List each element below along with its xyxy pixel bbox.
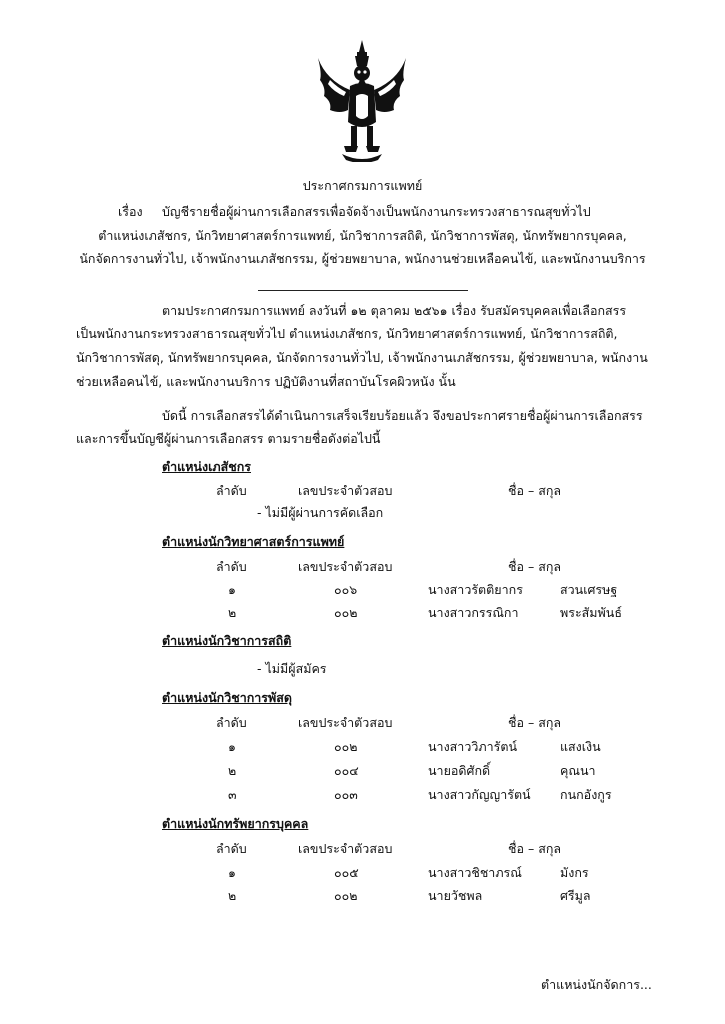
section-heading-human-resources: ตำแหน่งนักทรัพยากรบุคคล <box>162 816 309 831</box>
column-header-order: ลำดับ <box>216 715 247 730</box>
row-last-name: กนกอังกูร <box>560 787 612 802</box>
section-heading-supplies: ตำแหน่งนักวิชาการพัสดุ <box>162 690 293 705</box>
row-order: ๒ <box>228 605 237 620</box>
row-first-name: นางสาวกรรณิกา <box>428 605 519 620</box>
column-header-exam-number: เลขประจำตัวสอบ <box>298 715 393 730</box>
row-order: ๒ <box>228 888 237 903</box>
column-header-exam-number: เลขประจำตัวสอบ <box>298 559 393 574</box>
garuda-emblem-icon <box>316 40 408 162</box>
section-heading-pharmacist: ตำแหน่งเภสัชกร <box>162 459 251 474</box>
subject-label: เรื่อง <box>118 204 143 219</box>
row-exam-number: ๐๐๓ <box>334 787 358 802</box>
row-exam-number: ๐๐๒ <box>334 605 358 620</box>
row-first-name: นางสาวรัตติยากร <box>428 582 523 597</box>
divider-line <box>258 290 468 291</box>
paragraph-1-line-2: เป็นพนักงานกระทรวงสาธารณสุขทั่วไป ตำแหน่งเภสัชกร, นักวิทยาศาสตร์การแพทย์, นักวิชาการสถิติ, <box>76 326 618 341</box>
document-title: ประกาศกรมการแพทย์ <box>302 178 423 193</box>
subject-line-1: บัญชีรายชื่อผู้ผ่านการเลือกสรรเพื่อจัดจ้างเป็นพนักงานกระทรวงสาธารณสุขทั่วไป <box>162 204 591 219</box>
row-first-name: นางสาวกัญญารัตน์ <box>428 787 531 802</box>
paragraph-1-line-1: ตามประกาศกรมการแพทย์ ลงวันที่ ๑๒ ตุลาคม ๒๕๖๑ เรื่อง รับสมัครบุคคลเพื่อเลือกสรร <box>162 303 627 318</box>
row-exam-number: ๐๐๕ <box>334 865 359 880</box>
section-heading-medical-scientist: ตำแหน่งนักวิทยาศาสตร์การแพทย์ <box>162 534 345 549</box>
row-last-name: พระสัมพันธ์ <box>560 605 622 620</box>
row-first-name: นางสาวชิชาภรณ์ <box>428 865 522 880</box>
row-exam-number: ๐๐๒ <box>334 888 358 903</box>
no-applicant-note: - ไม่มีผู้สมัคร <box>257 661 327 676</box>
row-last-name: สวนเศรษฐ <box>560 582 618 597</box>
no-candidate-note: - ไม่มีผู้ผ่านการคัดเลือก <box>257 505 384 520</box>
row-last-name: แสงเงิน <box>560 739 601 754</box>
row-first-name: นายวัชพล <box>428 888 483 903</box>
column-header-name: ชื่อ – สกุล <box>508 841 562 856</box>
paragraph-1-line-3: นักวิชาการพัสดุ, นักทรัพยากรบุคคล, นักจัดการงานทั่วไป, เจ้าพนักงานเภสัชกรรม, ผู้ช่วยพยาบาล, พนักงาน <box>76 350 648 365</box>
column-header-exam-number: เลขประจำตัวสอบ <box>298 483 393 498</box>
row-order: ๓ <box>228 787 237 802</box>
row-order: ๒ <box>228 763 237 778</box>
row-order: ๑ <box>228 865 236 880</box>
column-header-name: ชื่อ – สกุล <box>508 483 562 498</box>
column-header-order: ลำดับ <box>216 483 247 498</box>
continuation-text: ตำแหน่งนักจัดการ... <box>541 977 652 992</box>
column-header-exam-number: เลขประจำตัวสอบ <box>298 841 393 856</box>
subject-line-3: นักจัดการงานทั่วไป, เจ้าพนักงานเภสัชกรรม, ผู้ช่วยพยาบาล, พนักงานช่วยเหลือคนไข้, และพนักงานบริการ <box>79 251 646 266</box>
row-last-name: มังกร <box>560 865 589 880</box>
row-last-name: คุณนา <box>560 763 596 778</box>
subject-line-2: ตำแหน่งเภสัชกร, นักวิทยาศาสตร์การแพทย์, นักวิชาการสถิติ, นักวิชาการพัสดุ, นักทรัพยากรบุคคล, <box>98 228 627 243</box>
section-heading-statistics: ตำแหน่งนักวิชาการสถิติ <box>162 633 292 648</box>
paragraph-1-line-4: ช่วยเหลือคนไข้, และพนักงานบริการ ปฏิบัติงานที่สถาบันโรคผิวหนัง นั้น <box>76 374 456 389</box>
row-order: ๑ <box>228 739 236 754</box>
row-order: ๑ <box>228 582 236 597</box>
column-header-name: ชื่อ – สกุล <box>508 559 562 574</box>
column-header-order: ลำดับ <box>216 559 247 574</box>
row-first-name: นางสาววิภารัตน์ <box>428 739 517 754</box>
row-exam-number: ๐๐๒ <box>334 739 358 754</box>
paragraph-2-line-2: และการขึ้นบัญชีผู้ผ่านการเลือกสรร ตามรายชื่อดังต่อไปนี้ <box>76 431 381 446</box>
column-header-name: ชื่อ – สกุล <box>508 715 562 730</box>
column-header-order: ลำดับ <box>216 841 247 856</box>
paragraph-2-line-1: บัดนี้ การเลือกสรรได้ดำเนินการเสร็จเรียบร้อยแล้ว จึงขอประกาศรายชื่อผู้ผ่านการเลือกสรร <box>162 408 643 423</box>
row-last-name: ศรีมูล <box>560 888 591 903</box>
row-exam-number: ๐๐๔ <box>334 763 359 778</box>
row-exam-number: ๐๐๖ <box>334 582 358 597</box>
row-first-name: นายอดิศักดิ์ <box>428 763 491 778</box>
